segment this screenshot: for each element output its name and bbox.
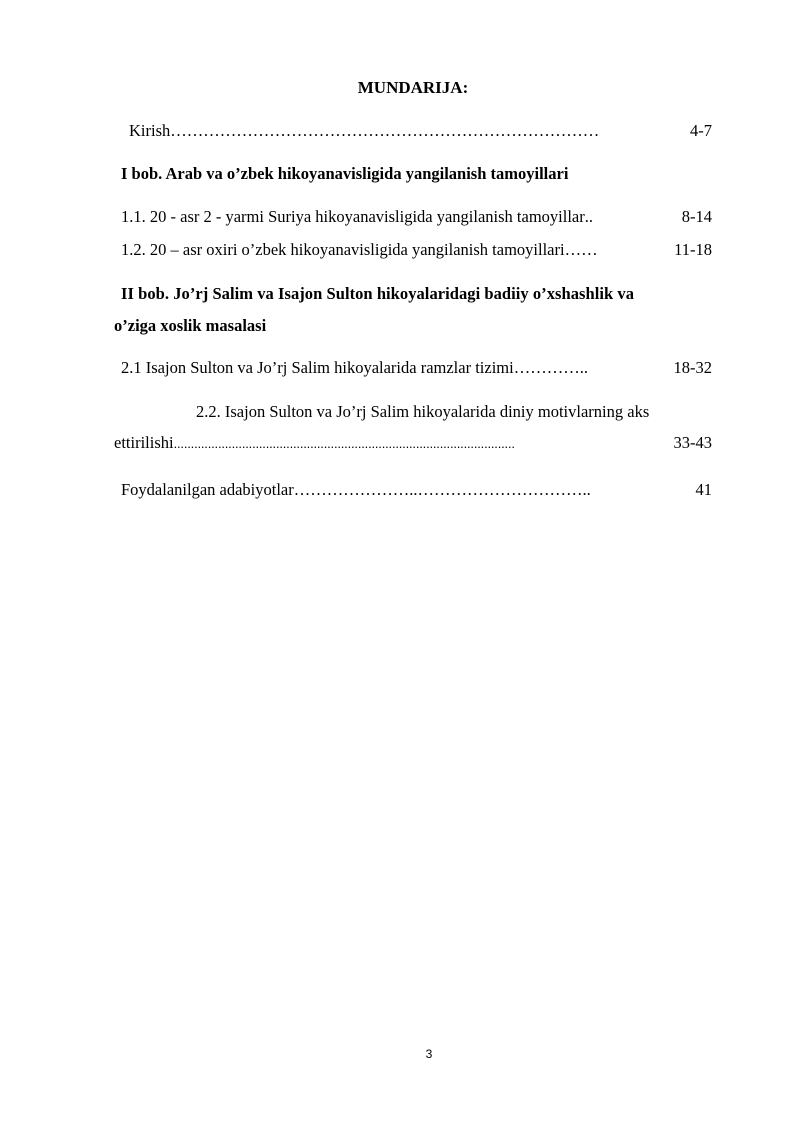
toc-entry-page: 41 <box>695 480 712 499</box>
toc-entry-page: 33-43 <box>673 433 712 452</box>
toc-entry-2-2-line1: 2.2. Isajon Sulton va Jo’rj Salim hikoyalarida diniy motivlarning aks <box>196 402 650 421</box>
page-number: 3 <box>425 1047 433 1061</box>
toc-entry-2-1 <box>121 356 712 380</box>
toc-chapter-1: I bob. Arab va o’zbek hikoyanavisligida yangilanish tamoyillari <box>121 164 569 183</box>
toc-entry-label: ettirilishi <box>114 433 174 452</box>
toc-title: MUNDARIJA: <box>357 78 469 97</box>
toc-leader: ………….. <box>513 358 588 377</box>
toc-entry-1-1 <box>121 205 712 229</box>
toc-entry-label: Kirish <box>129 121 171 140</box>
toc-leader: …………………………………………………………………… <box>170 121 600 140</box>
toc-entry-label: 2.1 Isajon Sulton va Jo’rj Salim hikoyalarida ramzlar tizimi <box>121 358 514 377</box>
toc-entry-label: 1.1. 20 - asr 2 - yarmi Suriya hikoyanavisligida yangilanish tamoyillar <box>121 207 585 226</box>
toc-entry-label: 1.2. 20 – asr oxiri o’zbek hikoyanavisligida yangilanish tamoyillari <box>121 240 565 259</box>
toc-entry-page: 8-14 <box>681 207 712 226</box>
toc-entry-2-2 <box>114 431 712 456</box>
toc-leader: …… <box>564 240 598 259</box>
toc-chapter-2-line1: II bob. Jo’rj Salim va Isajon Sulton hikoyalaridagi badiiy o’xshashlik va <box>121 284 634 303</box>
toc-entry-references <box>121 478 712 502</box>
toc-entry-1-2 <box>121 238 712 262</box>
toc-entry-kirish <box>129 119 712 143</box>
toc-entry-page: 4-7 <box>690 121 712 140</box>
toc-entry-page: 18-32 <box>673 358 712 377</box>
toc-leader: .. <box>584 207 593 226</box>
toc-entry-label: Foydalanilgan adabiyotlar <box>121 480 294 499</box>
toc-entry-page: 11-18 <box>674 240 712 259</box>
toc-chapter-2-line2: o’ziga xoslik masalasi <box>114 316 267 335</box>
toc-leader: …………………..………………………….. <box>293 480 591 499</box>
toc-leader: .................................................................................................... <box>173 436 515 451</box>
